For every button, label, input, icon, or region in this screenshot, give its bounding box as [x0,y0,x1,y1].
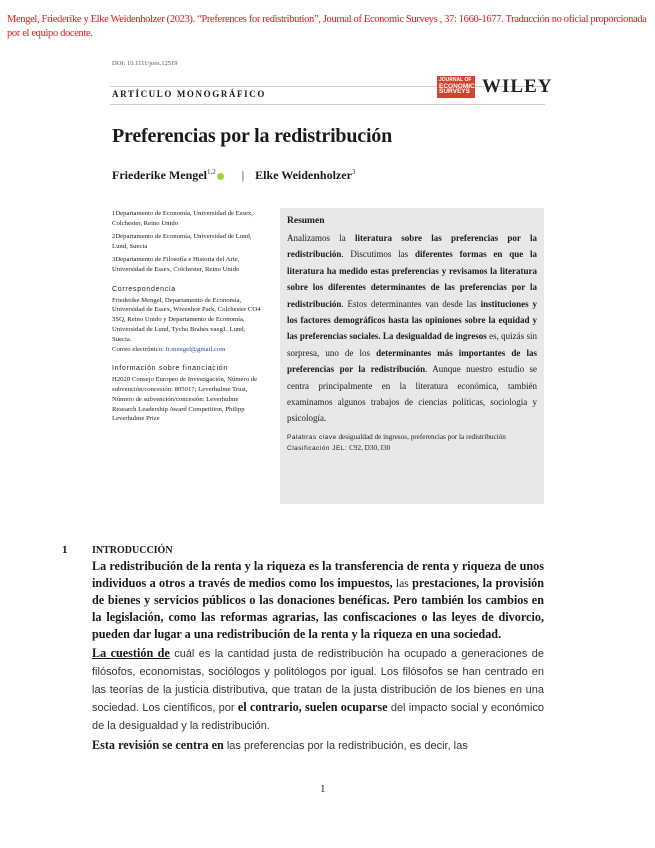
abstract-segment: . Aunque nuestro estudio se centra principalmente en la literatura económica, también examinamos algunos trabajos de ciencias políticas, sociología y psicología. [287,364,537,424]
paragraph-bold: prestaciones, la provisión de bienes y servicios públicos o las donaciones benéficas. Pero también los cambios en la legislación, como las reformas agrarias, las confiscaciones o las leyes de divorcio, pueden dar lugar a una redistribución de la renta y la riqueza en una sociedad. [92,576,544,641]
paragraph-bold: el contrario, suelen ocuparse [237,700,388,714]
author-affiliation-marker: 1,2 [206,168,216,176]
abstract-segment: . Discutimos las [341,249,415,260]
affiliation: 3Departamento de Filosofía e Historia del Arte, Universidad de Essex, Colchester, Reino Unido [112,256,240,273]
page-number: 1 [320,783,326,795]
paragraph [92,558,544,643]
paragraph-text: las [392,577,413,590]
paragraph [92,737,544,755]
header-top-rule [110,86,545,87]
journal-logo-line: SURVEYS [439,88,470,95]
jel-classification [287,444,537,453]
email-label: Correo electrónico: [112,345,164,353]
correspondence-email-line [112,345,264,355]
affiliation: 2Departamento de Economía, Universidad de Lund, Lund, Suecia [112,233,252,250]
author-list [112,168,355,183]
journal-logo [437,76,475,98]
author-name[interactable]: Elke Weidenholzer [255,168,352,182]
abstract-text [287,230,537,427]
paragraph-lead: La cuestión de [92,646,170,660]
author-affiliation-marker: 3 [351,168,356,176]
paragraph-lead: Esta revisión se centra en [92,738,224,752]
section-title: INTRODUCCIÓN [92,545,173,556]
paragraph [92,645,544,735]
section-number: 1 [62,544,68,556]
jel-label: Clasificación JEL: [287,444,348,452]
abstract-heading: Resumen [287,216,325,226]
author-name[interactable]: Friederike Mengel [112,168,207,182]
keywords-label: Palabras clave [287,433,337,441]
journal-logo-line: ECONOMIC [439,82,475,90]
article-title: Preferencias por la redistribución [112,125,393,147]
translation-notice: Mengel, Friederike y Elke Weidenholzer (2023). “Preferences for redistribution”, Journal of Economic Surveys , 37: 1660-1677. Traducción no oficial proporcionada por el equipo docente. [7,14,647,39]
funding-heading: Información sobre financiación [112,365,228,373]
funding-text: H2020 Consejo Europeo de Investigación, Número de subvención/concesión: 805017; Leverhulme Trust, Número de subvención/concesión: Leverhulme Research Leadership Award Competition, Philipp Leverhulme Prize [112,376,258,423]
affiliation: 1Departamento de Economía, Universidad de Essex, Colchester, Reino Unido [112,210,253,227]
paragraph-text: del impacto social y económico de la desigualdad y la redistribución. [92,702,545,732]
keywords-text: desigualdad de ingresos, preferencias por la redistribución [338,432,506,441]
abstract-segment: determinantes más importantes de las preferencias por la redistribución [287,347,537,375]
abstract-segment: literatura sobre las preferencias por la redistribución [287,233,537,260]
paragraph-bold: La redistribución de la renta y la riqueza es la transferencia de renta y riqueza de unos individuos a otros a través de medios como los impuestos, [92,559,544,590]
paragraph-text: cuál es la cantidad justa de redistribución ha ocupado a generaciones de filósofos, economistas, sociólogos y politólogos por igual. Los filósofos se han centrado en las teorías de la justicia distributiva, que tratan de la justa distribución de los bienes en una sociedad. Los científicos, por [92,648,544,714]
article-type: ARTÍCULO MONOGRÁFICO [112,89,266,99]
publisher-logo: WILEY [482,76,553,97]
abstract-segment: instituciones y los factores demográficos hasta las opiniones sobre la equidad y las preferencias sociales. La desigualdad de ingresos [287,298,538,342]
abstract-segment: diferentes formas en que la literatura ha medido estas preferencias y revisamos la literatura sobre los diferentes determinantes de las preferencias por la redistribución [287,249,537,309]
abstract-box [280,208,544,504]
correspondence-heading: Correspondencia [112,285,176,293]
jel-codes: C92, D30, I30 [349,443,391,452]
journal-logo-line: JOURNAL OF [439,77,472,83]
author-separator: | [241,168,245,182]
header-bottom-rule [110,104,545,105]
email-link[interactable]: fr.mengel@gmail.com [165,345,226,353]
body-text [92,558,544,755]
abstract-segment: es, quizás sin sorpresa, uno de los [287,331,538,358]
orcid-icon[interactable] [217,173,224,180]
paragraph-text: las preferencias por la redistribución, es decir, las [223,740,468,752]
correspondence-text: Friederike Mengel, Departamento de Economía, Universidad de Essex, Wivenhoe Park, Colchester CO4 3SQ, Reino Unido y Departamento de Economía, Universidad de Lund, Tycho Brahes vaeg1, Lund, Suecia. [112,296,261,343]
abstract-segment: . Estos determinantes van desde las [341,298,481,309]
keywords [287,433,537,442]
article-info-column [112,209,264,428]
abstract-segment: Analizamos la [287,233,355,243]
doi: DOI: 10.1111/joes.12519 [112,60,178,67]
